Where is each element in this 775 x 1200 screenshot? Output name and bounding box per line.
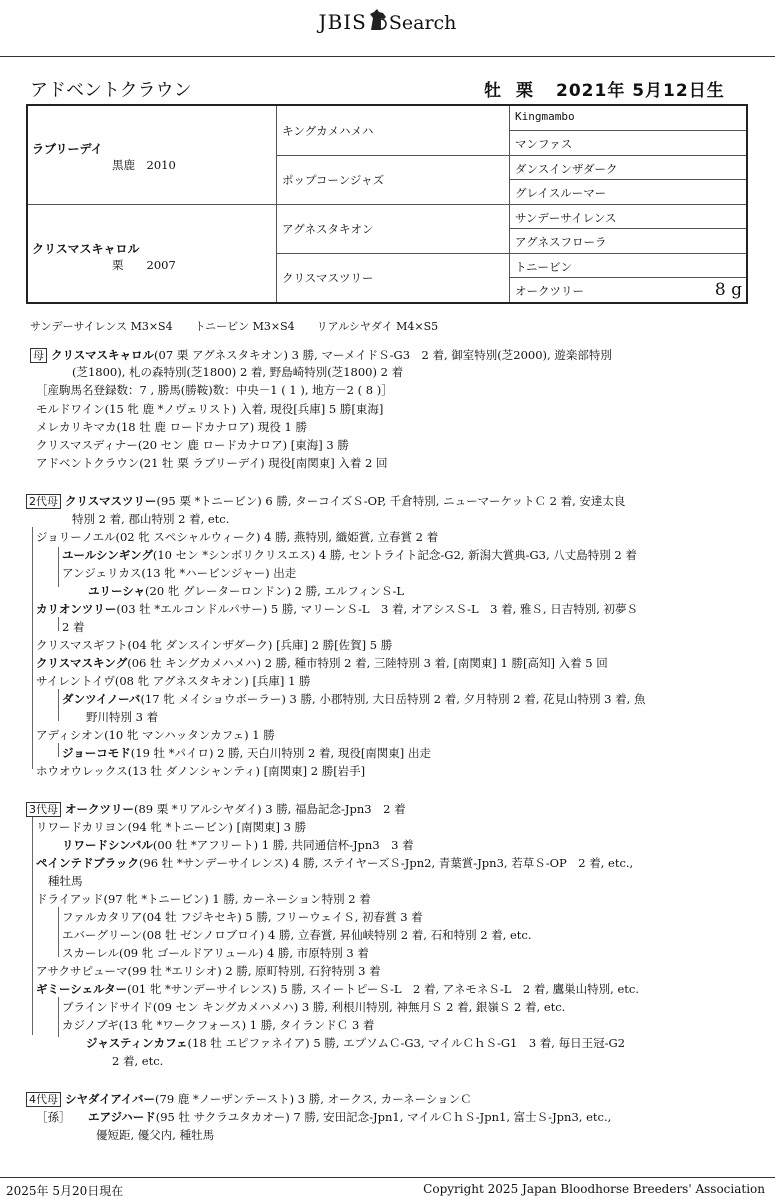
record-text: ブラインドサイド(09 セン キングカメハメハ) 3 勝, 利根川特別, 神無月Ｓ 2 着, 銀嶺Ｓ 2 着, etc. (62, 1000, 566, 1014)
record-text: (95 牡 サクラユタカオー) 7 勝, 安田記念-Jpn1, マイルＣｈＳ-Jpn1, 富士Ｓ-Jpn3, etc., (155, 1110, 612, 1124)
dam-info: 栗 2007 (112, 258, 176, 272)
family-line (36, 382, 393, 398)
family-line (62, 745, 431, 761)
footer-date: 2025年 5月20日現在 (6, 1184, 124, 1198)
pedigree-gen2-1[interactable]: キングカメハメハ (282, 124, 374, 138)
family-line (62, 927, 532, 943)
record-text: クリスマスギフト(04 牝 ダンスインザダーク) [兵庫] 2 勝[佐賀] 5 勝 (36, 638, 393, 652)
record-text: 2 着, etc. (112, 1054, 164, 1068)
record-text: (89 栗 *リアルシヤダイ) 3 勝, 福島記念-Jpn3 2 着 (134, 802, 406, 816)
record-text: ［孫］ (36, 1110, 71, 1124)
family-line (36, 601, 638, 617)
pedigree-gen3-8[interactable]: オークツリー (515, 284, 584, 298)
horse-info (484, 76, 739, 101)
pedigree-gen2-2[interactable]: ポップコーンジャズ (282, 173, 385, 187)
family-line (62, 999, 565, 1015)
pedigree-dam[interactable] (32, 240, 176, 273)
logo-search-text: Search (388, 12, 457, 34)
family-line (36, 855, 633, 871)
record-text: アンジェリカス(13 牝 *ハービンジャー) 出走 (62, 566, 297, 580)
record-text: メレカリキマカ(18 牡 鹿 ロードカナロア) 現役 1 勝 (36, 420, 308, 434)
family-line (62, 565, 296, 581)
family-line (72, 364, 403, 380)
record-text: 種牡馬 (48, 874, 83, 888)
pedigree-note: 8 g (714, 280, 742, 300)
record-text: 特別 2 着, 郡山特別 2 着, etc. (72, 512, 230, 526)
sire-info: 黒鹿 2010 (112, 158, 176, 172)
horse-sex: 牡 (484, 81, 502, 101)
pedigree-gen2-4[interactable]: クリスマスツリー (282, 271, 374, 285)
footer-divider (0, 1177, 775, 1178)
horse-link[interactable]: ギミーシェルター (36, 982, 128, 996)
family-line (26, 801, 406, 817)
family-line (36, 963, 381, 979)
family-line (86, 709, 158, 725)
dam-name: クリスマスキャロル (32, 242, 140, 256)
generation-tag: 母 (30, 348, 47, 363)
inbreeding-info: サンデーサイレンス M3×S4 トニービン M3×S4 リアルシヤダイ M4×S5 (30, 320, 439, 333)
horse-head-icon (367, 8, 389, 32)
record-text: ファルカタリア(04 牡 フジキセキ) 5 勝, フリーウェイＳ, 初春賞 3 着 (62, 910, 423, 924)
record-text: (95 栗 *トニービン) 6 勝, ターコイズＳ-OP, 千倉特別, ニューマーケットＣ 2 着, 安達太良 (156, 494, 626, 508)
record-text: (10 セン *シンボリクリスエス) 4 勝, セントライト記念-G2, 新潟大賞典-G3, 八丈島特別 2 着 (152, 548, 637, 562)
record-text: 2 着 (62, 620, 85, 634)
family-line (36, 529, 438, 545)
horse-name: アドベントクラウン (30, 80, 192, 101)
horse-color: 栗 (516, 81, 534, 101)
record-text: モルドワイン(15 牝 鹿 *ノヴェリスト) 入着, 現役[兵庫] 5 勝[東海] (36, 402, 384, 416)
record-text: (18 牡 エピファネイア) 5 勝, エプソムＣ-G3, マイルＣｈＳ-G1 3 着, 毎日王冠-G2 (187, 1036, 626, 1050)
family-line (36, 437, 349, 453)
horse-link[interactable]: カリオンツリー (36, 602, 117, 616)
family-line (62, 909, 423, 925)
horse-link[interactable]: ダンツイノーバ (62, 692, 141, 706)
record-text: (19 牡 *パイロ) 2 勝, 天白川特別 2 着, 現役[南関東] 出走 (130, 746, 431, 760)
family-line (62, 945, 369, 961)
family-line (112, 1053, 163, 1069)
family-line (36, 819, 306, 835)
record-text: (01 牝 *サンデーサイレンス) 5 勝, スイートピーＳ-L 2 着, アネモネＳ-L 2 着, 鷹巣山特別, etc. (127, 982, 639, 996)
family-line (26, 1091, 472, 1107)
record-text: (00 牡 *アフリート) 1 勝, 共同通信杯-Jpn3 3 着 (152, 838, 414, 852)
family-line (62, 619, 84, 635)
horse-link[interactable]: ユリーシャ (88, 584, 146, 598)
record-text: ［産駒馬名登録数：7 , 勝馬(勝鞍)数：中央－1 ( 1 ), 地方－2 ( 8 )］ (36, 383, 393, 397)
family-line (62, 691, 645, 707)
family-line (36, 727, 275, 743)
horse-link[interactable]: クリスマスキング (36, 656, 128, 670)
family-line (36, 763, 365, 779)
horse-link[interactable]: ジャスティンカフェ (86, 1036, 188, 1050)
record-text: (79 鹿 *ノーザンテースト) 3 勝, オークス, カーネーションＣ (155, 1092, 472, 1106)
record-text: (03 牡 *エルコンドルパサー) 5 勝, マリーンＳ-L 3 着, オアシスＳ-L 3 着, 雅Ｓ, 日吉特別, 初夢Ｓ (116, 602, 639, 616)
pedigree-gen3-4[interactable]: グレイスルーマー (515, 186, 607, 200)
horse-link[interactable]: シヤダイアイバー (65, 1092, 156, 1106)
family-line (62, 837, 414, 853)
jbis-search-logo[interactable] (0, 8, 775, 34)
logo-jbis-text: JBIS (318, 10, 367, 34)
pedigree-gen2-3[interactable]: アグネスタキオン (282, 222, 374, 236)
generation-tag: 3代母 (26, 802, 61, 817)
footer-copyright: Copyright 2025 Japan Bloodhorse Breeders' Association (423, 1182, 765, 1196)
record-text: ジョリーノエル(02 牝 スペシャルウィーク) 4 勝, 燕特別, 織姫賞, 立春賞 2 着 (36, 530, 439, 544)
horse-link[interactable]: ペインテドブラック (36, 856, 139, 870)
record-text: (07 栗 アグネスタキオン) 3 勝, マーメイドＳ-G3 2 着, 御室特別(芝2000), 遊楽部特別 (154, 348, 612, 362)
horse-link[interactable]: エアジハード (88, 1110, 156, 1124)
record-text: (17 牝 メイショウボーラー) 3 勝, 小郡特別, 大日岳特別 2 着, 夕月特別 2 着, 花見山特別 3 着, 魚 (140, 692, 646, 706)
pedigree-gen3-3[interactable]: ダンスインザダーク (515, 162, 618, 176)
family-line (36, 981, 639, 997)
family-line (62, 1017, 374, 1033)
pedigree-table (26, 104, 748, 304)
family-line (36, 1109, 71, 1125)
record-text: (06 牡 キングカメハメハ) 2 勝, 種市特別 2 着, 三陸特別 3 着, [南関東] 1 勝[高知] 入着 5 回 (127, 656, 608, 670)
record-text: ホウオウレックス(13 牡 ダノンシャンティ) [南関東] 2 勝[岩手] (36, 764, 366, 778)
record-text: サイレントイヴ(08 牝 アグネスタキオン) [兵庫] 1 勝 (36, 674, 311, 688)
record-text: (20 牝 グレーターロンドン) 2 勝, エルフィンＳ-L (145, 584, 405, 598)
record-text: 野川特別 3 着 (86, 710, 159, 724)
pedigree-gen3-7[interactable]: トニービン (515, 260, 573, 274)
horse-birth: 2021年 5月12日生 (556, 81, 725, 101)
horse-link[interactable]: ユールシンギング (62, 548, 153, 562)
pedigree-gen3-1[interactable]: Kingmambo (515, 110, 575, 123)
family-line (96, 1127, 214, 1143)
family-line (36, 655, 608, 671)
record-text: ドライアッド(97 牝 *トニービン) 1 勝, カーネーション特別 2 着 (36, 892, 371, 906)
sire-name: ラブリーデイ (32, 142, 103, 156)
pedigree-gen3-6[interactable]: アグネスフローラ (515, 235, 607, 249)
family-line (36, 419, 307, 435)
family-line (88, 583, 404, 599)
family-line (36, 891, 371, 907)
family-line (36, 673, 311, 689)
generation-tag: 2代母 (26, 494, 61, 509)
pedigree-sire[interactable] (32, 140, 176, 173)
family-line (36, 637, 392, 653)
family-line (36, 455, 388, 471)
horse-link[interactable]: リワードシンバル (62, 838, 153, 852)
record-text: アサクサピューマ(99 牡 *エリシオ) 2 勝, 原町特別, 石狩特別 3 着 (36, 964, 381, 978)
record-text: リワードカリヨン(94 牝 *トニービン) [南関東] 3 勝 (36, 820, 307, 834)
record-text: 優短距, 優父内, 種牡馬 (96, 1128, 215, 1142)
record-text: アディシオン(10 牝 マンハッタンカフェ) 1 勝 (36, 728, 275, 742)
record-text: スカーレル(09 牝 ゴールドアリュール) 4 勝, 市原特別 3 着 (62, 946, 369, 960)
family-line (88, 1109, 611, 1125)
family-line (30, 347, 612, 363)
horse-link[interactable]: クリスマスキャロル (51, 348, 155, 362)
record-text: エバーグリーン(08 牡 ゼンノロブロイ) 4 勝, 立春賞, 昇仙峡特別 2 着, 石和特別 2 着, etc. (62, 928, 532, 942)
family-line (48, 873, 83, 889)
family-line (26, 493, 625, 509)
record-text: (芝1800), 札の森特別(芝1800) 2 着, 野島崎特別(芝1800) 2 着 (72, 365, 404, 379)
horse-link[interactable]: オークツリー (65, 802, 134, 816)
record-text: カジノブギ(13 牝 *ワークフォース) 1 勝, タイランドＣ 3 着 (62, 1018, 375, 1032)
pedigree-gen3-5[interactable]: サンデーサイレンス (515, 211, 617, 225)
generation-tag: 4代母 (26, 1092, 61, 1107)
record-text: (96 牡 *サンデーサイレンス) 4 勝, ステイヤーズＳ-Jpn2, 青葉賞-Jpn3, 若草Ｓ-OP 2 着, etc., (138, 856, 634, 870)
family-line (62, 547, 637, 563)
family-line (86, 1035, 625, 1051)
header-divider (0, 56, 775, 57)
record-text: アドベントクラウン(21 牡 栗 ラブリーデイ) 現役[南関東] 入着 2 回 (36, 456, 388, 470)
record-text: クリスマスディナー(20 セン 鹿 ロードカナロア) [東海] 3 勝 (36, 438, 349, 452)
horse-link[interactable]: クリスマスツリー (65, 494, 157, 508)
family-line (72, 511, 229, 527)
horse-link[interactable]: ジョーコモド (62, 746, 131, 760)
family-line (36, 401, 383, 417)
pedigree-gen3-2[interactable]: マンファス (515, 137, 573, 151)
